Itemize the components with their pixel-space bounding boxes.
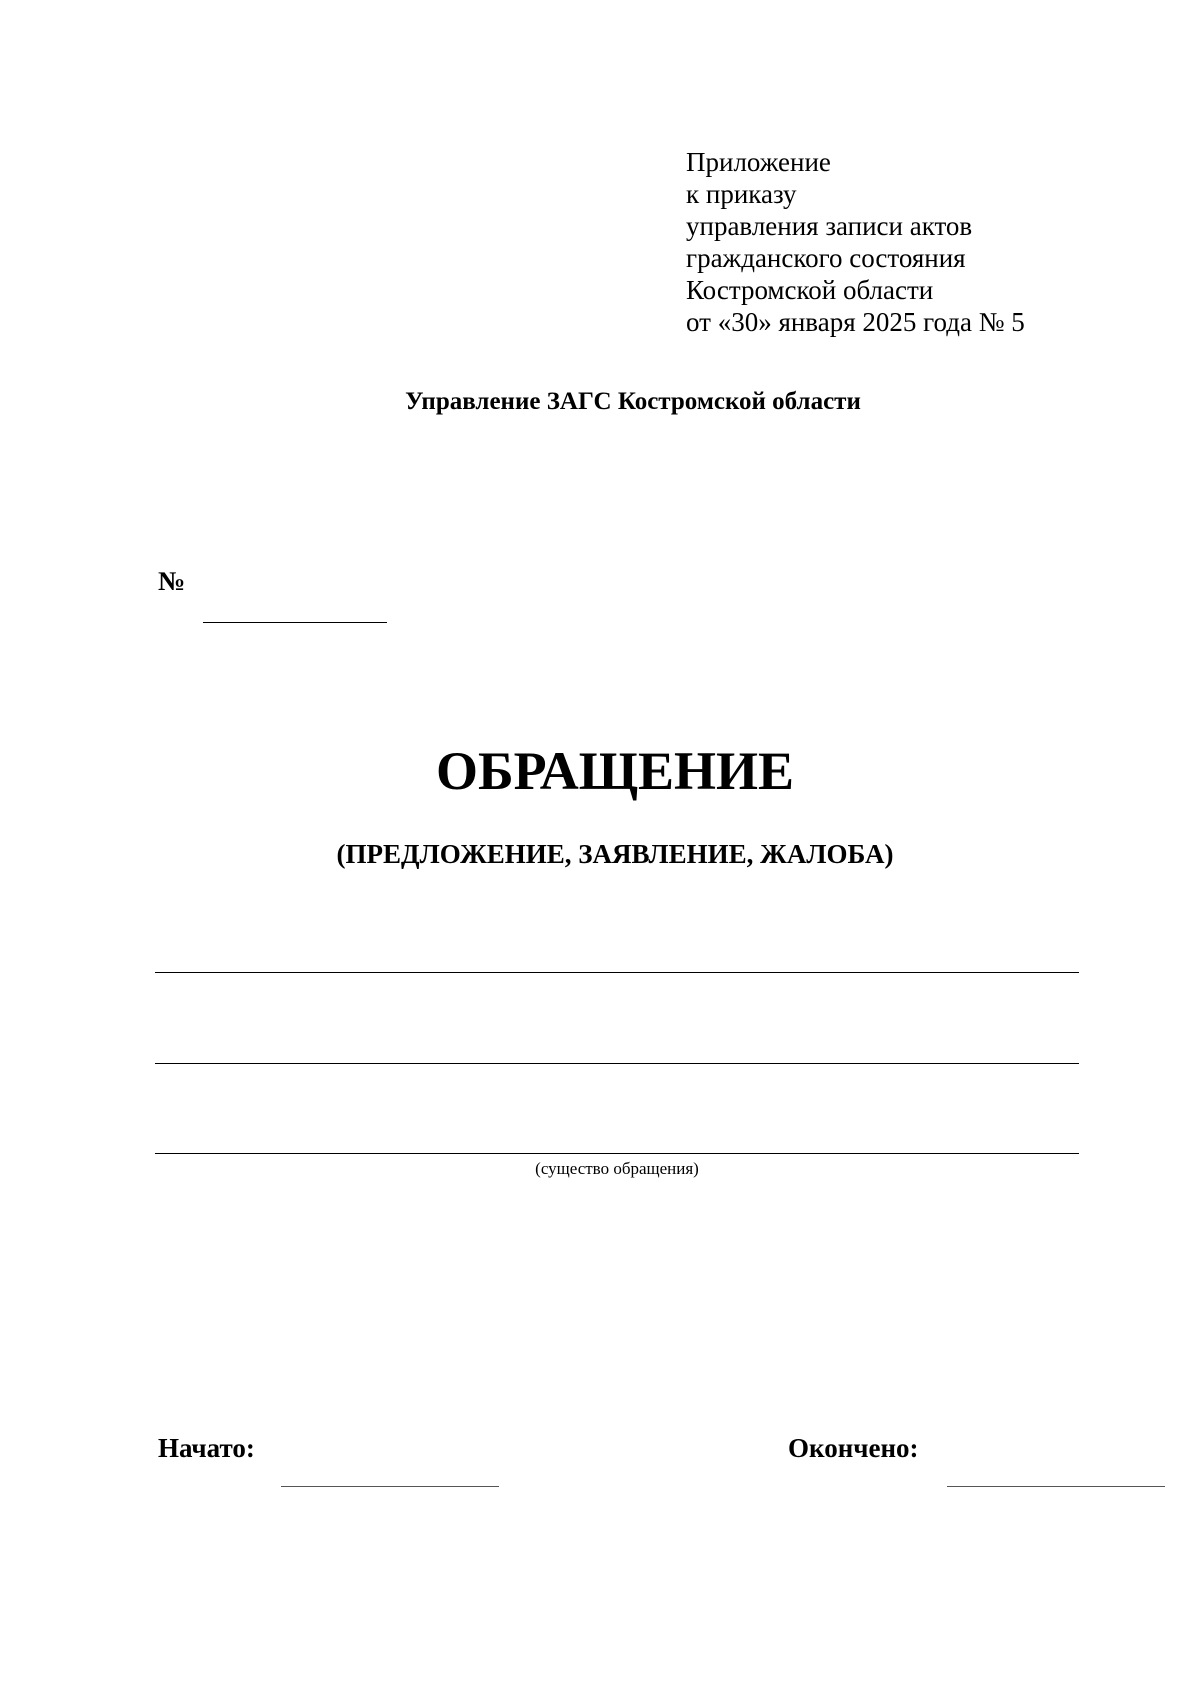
appendix-line: Костромской области bbox=[686, 275, 934, 305]
appendix-line: Приложение bbox=[686, 147, 831, 177]
started-label: Начато: bbox=[158, 1433, 255, 1463]
appendix-line: к приказу bbox=[686, 179, 797, 209]
finished-date-line bbox=[947, 1486, 1165, 1487]
registration-number-line bbox=[203, 622, 387, 623]
organization-title: Управление ЗАГС Костромской области bbox=[405, 388, 861, 415]
appendix-line: управления записи актов bbox=[686, 211, 973, 241]
registration-number-label: № bbox=[158, 566, 186, 596]
essence-line-1 bbox=[155, 972, 1079, 973]
essence-line-3 bbox=[155, 1153, 1079, 1154]
appendix-block bbox=[686, 146, 1146, 338]
document-subtitle: (ПРЕДЛОЖЕНИЕ, ЗАЯВЛЕНИЕ, ЖАЛОБА) bbox=[336, 839, 894, 869]
essence-line-2 bbox=[155, 1063, 1079, 1064]
started-date-line bbox=[281, 1486, 499, 1487]
appendix-line-date: от «30» января 2025 года № 5 bbox=[686, 307, 1025, 337]
essence-caption: (существо обращения) bbox=[535, 1159, 699, 1178]
document-title: ОБРАЩЕНИЕ bbox=[435, 741, 795, 801]
appendix-line: гражданского состояния bbox=[686, 243, 966, 273]
finished-label: Окончено: bbox=[788, 1433, 919, 1463]
